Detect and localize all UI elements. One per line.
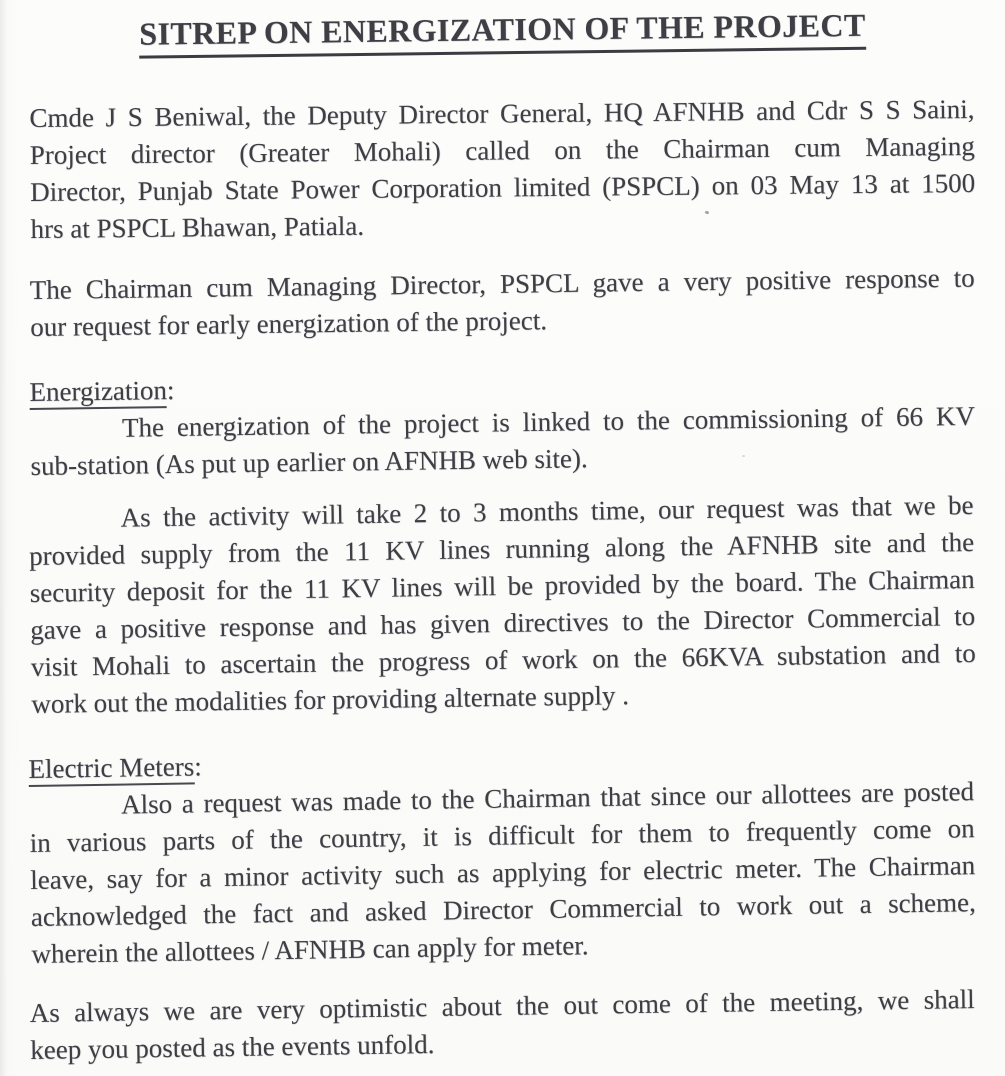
energization-paragraph-1 xyxy=(30,398,976,485)
text-line: The energization of the project is linked to the commissioning of 66 KV xyxy=(121,400,976,443)
heading-colon: : xyxy=(193,751,202,782)
response-paragraph xyxy=(30,260,976,346)
text-line: As always we are very optimistic about the out come of the meeting, we shall xyxy=(29,983,975,1029)
text-line: our request for early energization of the project. xyxy=(30,305,548,342)
energization-heading-text: Energization xyxy=(29,375,167,410)
text-line: acknowledged the fact and asked Director Commercial to work out a scheme, xyxy=(30,887,976,932)
text-line: provided supply from the 11 KV lines running along the AFNHB site and the xyxy=(28,526,975,572)
electric-meters-heading-text: Electric Meters xyxy=(28,751,194,787)
electric-meters-section xyxy=(28,736,976,973)
closing-paragraph xyxy=(29,981,975,1069)
text-line: visit Mohali to ascertain the progress of work on the 66KVA substation and to xyxy=(30,637,976,682)
text-line: As the activity will take 2 to 3 months time, our request was that we be xyxy=(120,489,974,533)
text-line: keep you posted as the events unfold. xyxy=(30,1029,435,1065)
text-line: Director, Punjab State Power Corporation limited (PSPCL) on 03 May 13 at 1500 xyxy=(30,167,976,207)
text-line: work out the modalities for providing alternate supply . xyxy=(31,680,630,719)
text-line: security deposit for the 11 KV lines will be provided by the board. The Chairman xyxy=(29,563,975,609)
electric-meters-paragraph xyxy=(29,773,977,973)
text-line: sub-station (As put up earlier on AFNHB web site). xyxy=(30,443,588,481)
energization-section xyxy=(29,361,975,485)
text-line: hrs at PSPCL Bhawan, Patiala. xyxy=(30,210,365,244)
text-line: Project director (Greater Mohali) called on the Chairman cum Managing xyxy=(29,130,975,171)
text-line: leave, say for a minor activity such as applying for electric meter. The Chairman xyxy=(30,850,976,895)
text-line: The Chairman cum Managing Director, PSPCL gave a very positive response to xyxy=(29,262,975,306)
energization-paragraph-2 xyxy=(28,487,976,723)
document-title-row xyxy=(30,4,975,60)
text-line: gave a positive response and has given directives to the Director Commercial to xyxy=(30,600,976,645)
heading-colon: : xyxy=(166,374,175,406)
text-line: wherein the allottees / AFNHB can apply for meter. xyxy=(31,930,589,969)
text-line: in various parts of the country, it is difficult for them to frequently come on xyxy=(29,813,975,859)
text-line: Also a request was made to the Chairman that since our allottees are posted xyxy=(120,776,975,820)
text-line: Cmde J S Beniwal, the Deputy Director General, HQ AFNHB and Cdr S S Saini, xyxy=(29,93,975,134)
scan-speck xyxy=(742,455,745,457)
intro-paragraph xyxy=(29,91,975,248)
document-title: SITREP ON ENERGIZATION OF THE PROJECT xyxy=(139,6,866,59)
